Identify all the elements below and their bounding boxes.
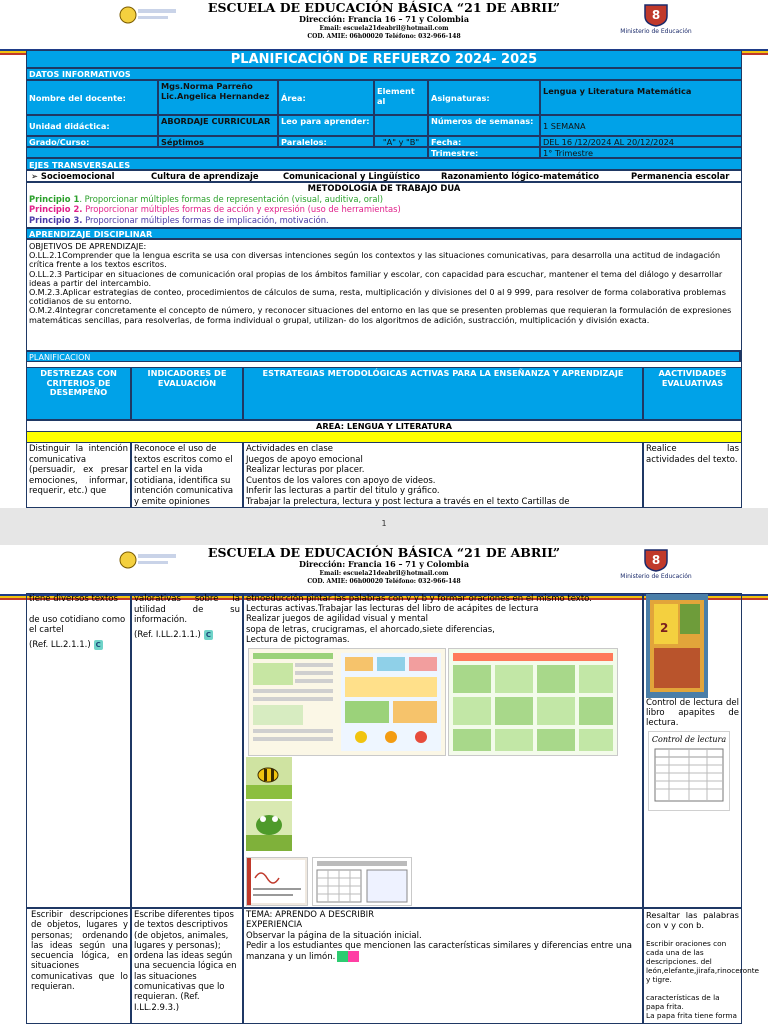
row2-indicador: Escribe diferentes tipos de textos descriptivos (de objetos, animales, lugares y personas); ordena las ideas según una secuencia lógica en las situaciones comunicativas que lo requieran. (Ref. I.LL.2.9.3.) [131, 908, 243, 1024]
row2-evaluativa [643, 908, 760, 1024]
school-email: Email: escuela21deabril@hotmail.com [319, 25, 449, 32]
objetivos-block [26, 239, 742, 351]
eje-socioemocional: ➢ Socioemocional [31, 171, 115, 181]
svg-text:2: 2 [660, 621, 669, 635]
school-codes: COD. AMIE: 06h00020 Teléfono: 032-966-148 [307, 33, 461, 40]
pink-marker-icon [348, 951, 359, 962]
word-search-image [312, 857, 412, 906]
dua-p3-text: Proporcionar múltiples formas de implicación, motivación. [82, 214, 329, 225]
ministerio-logo [620, 2, 692, 42]
green-marker-icon [337, 951, 348, 962]
asignaturas-value: Lengua y Literatura Matemática [540, 80, 742, 115]
school-address: Dirección: Francia 16 – 71 y Colombia [299, 14, 469, 24]
destreza-text-b: de uso cotidiano como el cartel [29, 614, 126, 635]
ministerio-shield-icon [641, 2, 671, 26]
page-2 [0, 545, 768, 1024]
leo-value [374, 115, 428, 136]
estrategia-line: Lecturas activas.Trabajar las lecturas del libro de acápites de lectura [246, 604, 539, 615]
paralelos-label: Paralelos: [278, 136, 374, 147]
datos-heading: DATOS INFORMATIVOS [26, 68, 742, 80]
estrategia-line: Trabajar la prelectura, lectura y post lectura a través en el texto Cartillas de [246, 496, 570, 507]
ministerio-logo [620, 547, 692, 587]
unidad-label: Unidad didáctica: [26, 115, 158, 136]
estrategia-line: TEMA: APRENDO A DESCRIBIR [246, 910, 375, 920]
estrategia-line: Realizar lecturas por placer. [246, 465, 365, 476]
svg-text:8: 8 [651, 553, 661, 567]
header-stripe [0, 40, 768, 46]
trimestre-value: 1° Trimestre [540, 147, 742, 158]
row2-destreza: Escribir descripciones de objetos, lugares y personas; ordenando las ideas según una secuencia lógica, en situaciones comunicativas que lo requieran. [26, 908, 131, 1024]
leo-label: Leo para aprender: [278, 115, 374, 136]
school-header [0, 545, 768, 589]
school-header [0, 0, 768, 44]
indicador-text: valorativas sobre la utilidad de su información. [134, 594, 240, 625]
estrategia-line: Observar la página de la situación inicial. [246, 930, 422, 941]
page-1 [0, 0, 768, 508]
col-destrezas: DESTREZAS CON CRITERIOS DE DESEMPEÑO [26, 367, 131, 420]
ministerio-label: Ministerio de Educación [620, 28, 692, 35]
paralelos-value: "A" y "B" [374, 136, 428, 147]
unidad-value: ABORDAJE CURRICULAR [158, 115, 278, 136]
estrategia-line: Inferir las lecturas a partir del titulo y gráfico. [246, 486, 440, 497]
eje-razonamiento: Razonamiento lógico-matemático [441, 171, 599, 181]
activity-sheet-image [448, 648, 618, 756]
destreza-ref-text: (Ref. LL.2.1.1.) [29, 639, 91, 650]
dua-p2-text: Proporcionar múltiples formas de acción y expresión (uso de herramientas) [82, 204, 401, 214]
dua-heading: METODOLOGÍA DE TRABAJO DUA [307, 183, 461, 193]
row1-indicador-cont [131, 593, 243, 908]
aprendizaje-heading: APRENDIZAJE DISCIPLINAR [26, 228, 742, 239]
dua-principio-3 [29, 215, 739, 226]
dua-p2-label: Principio 2. [29, 204, 83, 214]
evaluativa-oraciones: Escribir oraciones con cada una de las descripciones. del león,elefante,jirafa,rinoceronte y tigre. [646, 939, 760, 984]
objetivos-title: OBJETIVOS DE APRENDIZAJE: [29, 241, 147, 251]
area-elemental: Element al [374, 80, 428, 115]
numeros-label: Números de semanas: [428, 115, 540, 136]
col-estrategias: ESTRATEGIAS METODOLÓGICAS ACTIVAS PARA LA ENSEÑANZA Y APRENDIZAJE [243, 367, 643, 420]
grado-value: Séptimos [158, 136, 278, 147]
objetivo-om23: O.M.2.3.Aplicar estrategias de conteo, procedimientos de cálculos de suma, resta, multiplicación y divisiones del 0 al 9 999, para resolver de forma colaborativa problemas cotidianos de su entorno. [29, 287, 726, 307]
docente-value: Mgs.Norma Parreño Lic.Angelica Hernandez [158, 80, 278, 115]
planificacion-heading: PLANIFICACION [26, 351, 742, 362]
control-lectura-text: Control de lectura del libro apapites de lectura. [646, 698, 739, 729]
grado-label: Grado/Curso: [26, 136, 158, 147]
dua-p3-label: Principio 3. [29, 214, 83, 225]
indicador-ref-text: (Ref. I.LL.2.1.1.) [134, 629, 201, 640]
control-lectura-card [648, 731, 730, 811]
ejes-heading: EJES TRANSVERSALES [26, 158, 742, 170]
competency-tag: C [95, 640, 101, 649]
row1-evaluativa-cont [643, 593, 742, 908]
estrategia-line: Realizar juegos de agilidad visual y mental [246, 614, 428, 625]
estrategia-line [246, 941, 640, 963]
area-highlight-bar [26, 432, 742, 442]
dua-p1-label: Principio 1 [29, 193, 80, 204]
bee-picture-image [246, 757, 292, 799]
estrategia-text: Pedir a los estudiantes que mencionen las características similares y diferencias entre una manzana y un limón. [246, 940, 632, 963]
trimestre-spacer [26, 147, 428, 158]
trimestre-label: Trimestre: [428, 147, 540, 158]
asignaturas-label: Asignaturas: [428, 80, 540, 115]
estrategia-line: Lectura de pictogramas. [246, 634, 350, 645]
row1-evaluativa: Realice las actividades del texto. [643, 442, 742, 508]
frog-picture-image [246, 801, 292, 851]
dua-block [26, 182, 742, 228]
competency-tag: C [205, 630, 212, 639]
school-name: ESCUELA DE EDUCACIÓN BÁSICA “21 DE ABRIL” [207, 0, 561, 15]
eje-cultura: Cultura de aprendizaje [151, 171, 259, 181]
school-email: Email: escuela21deabril@hotmail.com [319, 570, 449, 577]
eje-comunicacional: Comunicacional y Lingüístico [283, 171, 420, 181]
col-indicadores: INDICADORES DE EVALUACIÓN [131, 367, 243, 420]
ejes-row [26, 170, 742, 182]
ministerio-shield-icon [641, 547, 671, 571]
row1-indicador: Reconoce el uso de textos escritos como el cartel en la vida cotidiana, identifica su intención comunicativa y emite opiniones [131, 442, 243, 508]
col-evaluativas: AACTIVIDADES EVALUATIVAS [643, 367, 742, 420]
fecha-label: Fecha: [428, 136, 540, 147]
docente-label: Nombre del docente: [26, 80, 158, 115]
indicador-ref [134, 630, 240, 641]
control-table-icon [649, 745, 729, 805]
estrategia-line: etnoeducción pintar las palabras con v y b y formar oraciones en el mismo texto. [246, 594, 592, 604]
fecha-value: DEL 16 /12/2024 AL 20/12/2024 [540, 136, 742, 147]
plan-title: PLANIFICACIÓN DE REFUERZO 2024- 2025 [26, 50, 742, 68]
row1-estrategias [243, 442, 643, 508]
writing-board-image [246, 857, 308, 906]
estrategia-line: sopa de letras, crucigramas, el ahorcado,siete diferencias, [246, 624, 495, 635]
semanas-value: 1 SEMANA [540, 115, 742, 136]
header-stripe [0, 585, 768, 591]
eje-permanencia: Permanencia escolar [631, 171, 730, 181]
area-label: Área: [278, 80, 374, 115]
estrategia-line: Juegos de apoyo emocional [246, 454, 363, 465]
area-lengua: AREA: LENGUA Y LITERATURA [26, 420, 742, 432]
objetivo-om24: O.M.2.4Integrar concretamente el concepto de número, y reconocer situaciones del entorno en las que se presenten problemas que requieran la formulación de expresiones matemáticas sencillas, para resolverlas, de forma individual o grupal, utilizan- do los algoritmos de adición, sustracción, multiplicación y división exacta. [29, 305, 732, 325]
evaluativa-papa: características de la papa frita. [646, 993, 720, 1011]
objetivo-oll23: O.LL.2.3 Participar en situaciones de comunicación oral propias de los ámbitos familiar y escolar, con capacidad para escuchar, mantener el tema del diálogo y desarrollar ideas a partir del intercambio. [29, 268, 723, 288]
evaluativa-forma: La papa frita tiene forma [646, 1011, 737, 1020]
row2-estrategias [243, 908, 643, 1024]
school-address: Dirección: Francia 16 – 71 y Colombia [299, 559, 469, 569]
row1-destreza-cont [26, 593, 131, 908]
svg-text:8: 8 [651, 8, 661, 22]
objetivo-oll21: O.LL.2.1Comprender que la lengua escrita se usa con diversas intenciones según los contextos y las situaciones comunicativas, para desarrolla una actitud de indagación crítica frente a los textos escritos. [29, 250, 721, 270]
dua-principio-1 [29, 194, 739, 205]
dua-principio-2 [29, 204, 739, 215]
destreza-ref [29, 640, 128, 651]
estrategia-line: Actividades en clase [246, 444, 334, 454]
page-number: 1 [381, 519, 387, 528]
row1-destreza: Distinguir la intención comunicativa (persuadir, ex presar emociones, informar, requerir, etc.) que [26, 442, 131, 508]
dua-p1-text: . Proporcionar múltiples formas de representación (visual, auditiva, oral) [79, 193, 384, 204]
school-name: ESCUELA DE EDUCACIÓN BÁSICA “21 DE ABRIL” [207, 545, 561, 560]
estrategia-line: Cuentos de los valores con apoyo de videos. [246, 475, 436, 486]
school-codes: COD. AMIE: 06h00020 Teléfono: 032-966-148 [307, 578, 461, 585]
ministerio-label: Ministerio de Educación [620, 573, 692, 580]
estrategia-line: EXPERIENCIA [246, 920, 303, 931]
control-card-title: Control de lectura [651, 734, 727, 744]
worksheet-image [248, 648, 446, 756]
evaluativa-resaltar: Resaltar las palabras con v y con b. [646, 910, 739, 930]
reading-book-image [646, 594, 708, 698]
destreza-text-a: tiene diversos textos [29, 594, 118, 604]
